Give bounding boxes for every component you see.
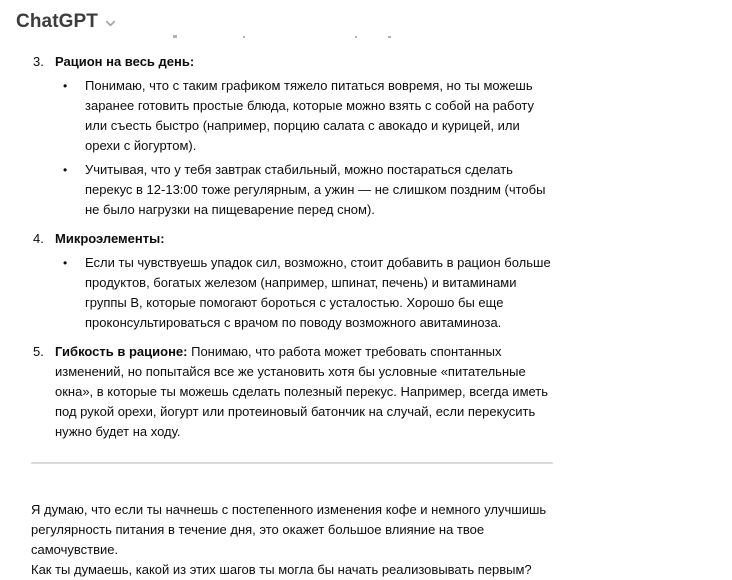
list-item-text: Понимаю, что работа может требовать спонтанных изменений, но попытайся все же установить хотя бы условные «питательные окна», в которые ты можешь сделать полезный перекус. Например, всегда иметь под рукой орехи, йогурт или протеиновый батончик на случай, если перекусить нужно будет на ходу.	[55, 344, 549, 439]
model-selector-button[interactable]	[16, 11, 118, 33]
list-item-title: Рацион на весь день:	[55, 54, 195, 69]
bullet-marker: •	[63, 163, 68, 177]
bullet-text: Учитывая, что у тебя завтрак стабильный, можно постараться сделать перекус в 12-13:00 тоже регулярным, а ужин — не слишком поздним (чтобы не было нагрузки на пищеварение перед сном).	[85, 162, 546, 217]
list-item-title: Микроэлементы:	[55, 231, 165, 246]
bullet-marker: •	[63, 256, 68, 270]
bullet-marker: •	[63, 79, 68, 93]
bullet-text: Если ты чувствуешь упадок сил, возможно, стоит добавить в рацион больше продуктов, богатых железом (например, шпинат, печень) и витаминами группы В, которые помогают бороться с усталостью. Хорошо бы еще проконсультироваться с врачом по поводу возможного авитаминоза.	[85, 255, 551, 330]
list-item-4	[31, 229, 555, 333]
app-title: ChatGPT	[16, 11, 98, 32]
bullet-item	[31, 253, 555, 333]
list-item-number: 3.	[33, 54, 44, 69]
closing-paragraph: Я думаю, что если ты начнешь с постепенного изменения кофе и немного улучшишь регулярность питания в течение дня, это окажет большое влияние на твое самочувствие.	[31, 502, 547, 557]
list-item-3	[31, 52, 555, 220]
numbered-list	[31, 52, 555, 442]
list-item-title: Гибкость в рационе:	[55, 344, 188, 359]
list-item-number: 4.	[33, 231, 44, 246]
list-item-5	[31, 342, 555, 442]
bullet-list	[31, 76, 555, 220]
bullet-list	[31, 253, 555, 333]
closing-block	[31, 500, 555, 580]
chevron-down-icon	[103, 16, 118, 31]
closing-paragraph: Как ты думаешь, какой из этих шагов ты могла бы начать реализовывать первым?	[31, 562, 532, 577]
bullet-item	[31, 160, 555, 220]
list-item-number: 5.	[33, 344, 44, 359]
bullet-item	[31, 76, 555, 156]
assistant-message	[31, 52, 555, 580]
message-divider	[31, 462, 553, 464]
top-bar	[0, 0, 732, 35]
bullet-text: Понимаю, что с таким графиком тяжело питаться вовремя, но ты можешь заранее готовить простые блюда, которые можно взять с собой на работу или съесть быстро (например, порцию салата с авокадо и курицей, или орехи с йогуртом).	[85, 78, 535, 153]
